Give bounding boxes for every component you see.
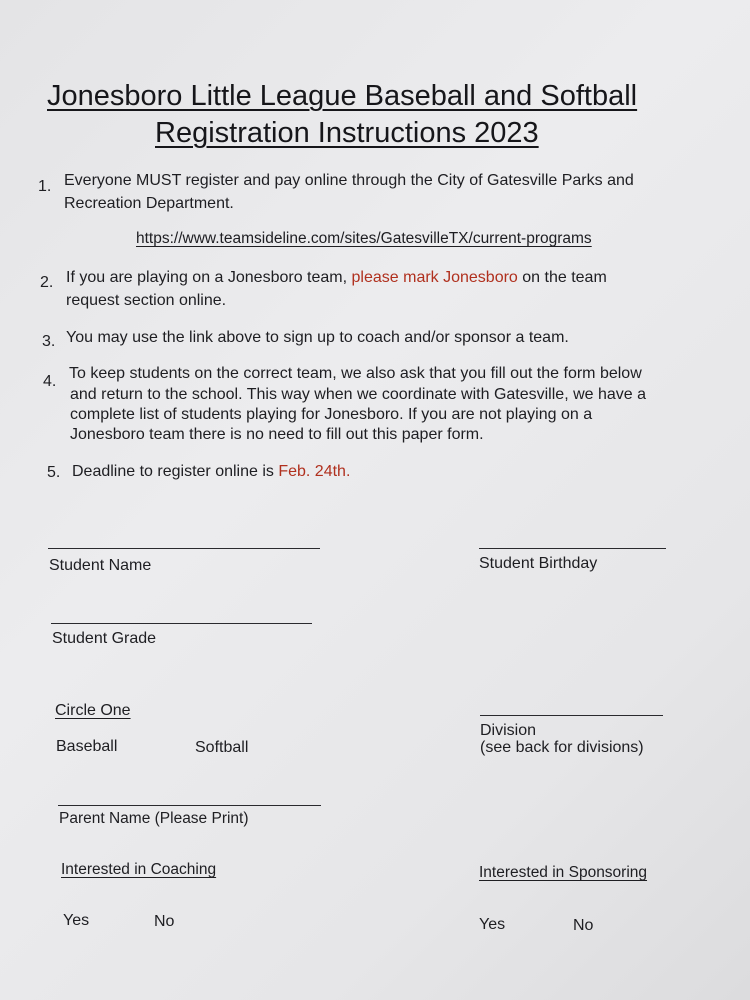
item-2-post: on the team [517,269,607,286]
item-3-number: 3. [42,333,56,350]
item-2-highlight: please mark Jonesboro [351,269,518,286]
item-5-pre: Deadline to register online is [72,463,279,480]
division-note: (see back for divisions) [480,739,644,756]
item-2-line1 [66,267,607,288]
coaching-yes-option[interactable]: Yes [63,912,90,929]
softball-option[interactable]: Softball [195,739,249,756]
item-4-number: 4. [43,373,57,390]
item-2-line2: request section online. [66,292,227,309]
baseball-option[interactable]: Baseball [56,738,118,755]
sponsoring-label: Interested in Sponsoring [479,864,648,881]
page-title-line1: Jonesboro Little League Baseball and Softball [47,80,638,112]
item-4-line1: To keep students on the correct team, we also ask that you fill out the form below [69,365,642,382]
parent-name-line[interactable] [58,805,321,806]
item-1-number: 1. [38,178,52,195]
student-name-line[interactable] [48,548,320,549]
student-birthday-label: Student Birthday [479,555,598,572]
student-birthday-line[interactable] [479,548,666,549]
circle-one-label: Circle One [55,702,131,719]
item-4-line2: and return to the school. This way when we coordinate with Gatesville, we have a [70,386,647,403]
item-4-line3: complete list of students playing for Jonesboro. If you are not playing on a [70,406,593,423]
item-4-line4: Jonesboro team there is no need to fill out this paper form. [70,426,484,443]
item-2-number: 2. [40,274,54,291]
page-title-line2: Registration Instructions 2023 [155,117,539,149]
item-5-highlight: Feb. 24th. [278,463,351,480]
coaching-no-option[interactable]: No [154,913,175,930]
student-name-label: Student Name [49,557,152,574]
item-1-line2: Recreation Department. [64,195,234,212]
parent-name-label: Parent Name (Please Print) [59,810,249,827]
registration-link[interactable]: https://www.teamsideline.com/sites/GatesvilleTX/current-programs [136,230,592,247]
sponsoring-yes-option[interactable]: Yes [479,916,506,933]
student-grade-line[interactable] [51,623,312,624]
division-label: Division [480,722,537,739]
sponsoring-no-option[interactable]: No [573,917,594,934]
item-5-line1 [72,461,350,482]
item-2-pre: If you are playing on a Jonesboro team, [66,269,352,286]
item-5-number: 5. [47,464,61,481]
student-grade-label: Student Grade [52,630,157,647]
coaching-label: Interested in Coaching [61,861,217,878]
item-3-line1: You may use the link above to sign up to coach and/or sponsor a team. [66,329,569,346]
item-1-line1: Everyone MUST register and pay online through the City of Gatesville Parks and [64,172,634,189]
division-line[interactable] [480,715,663,716]
